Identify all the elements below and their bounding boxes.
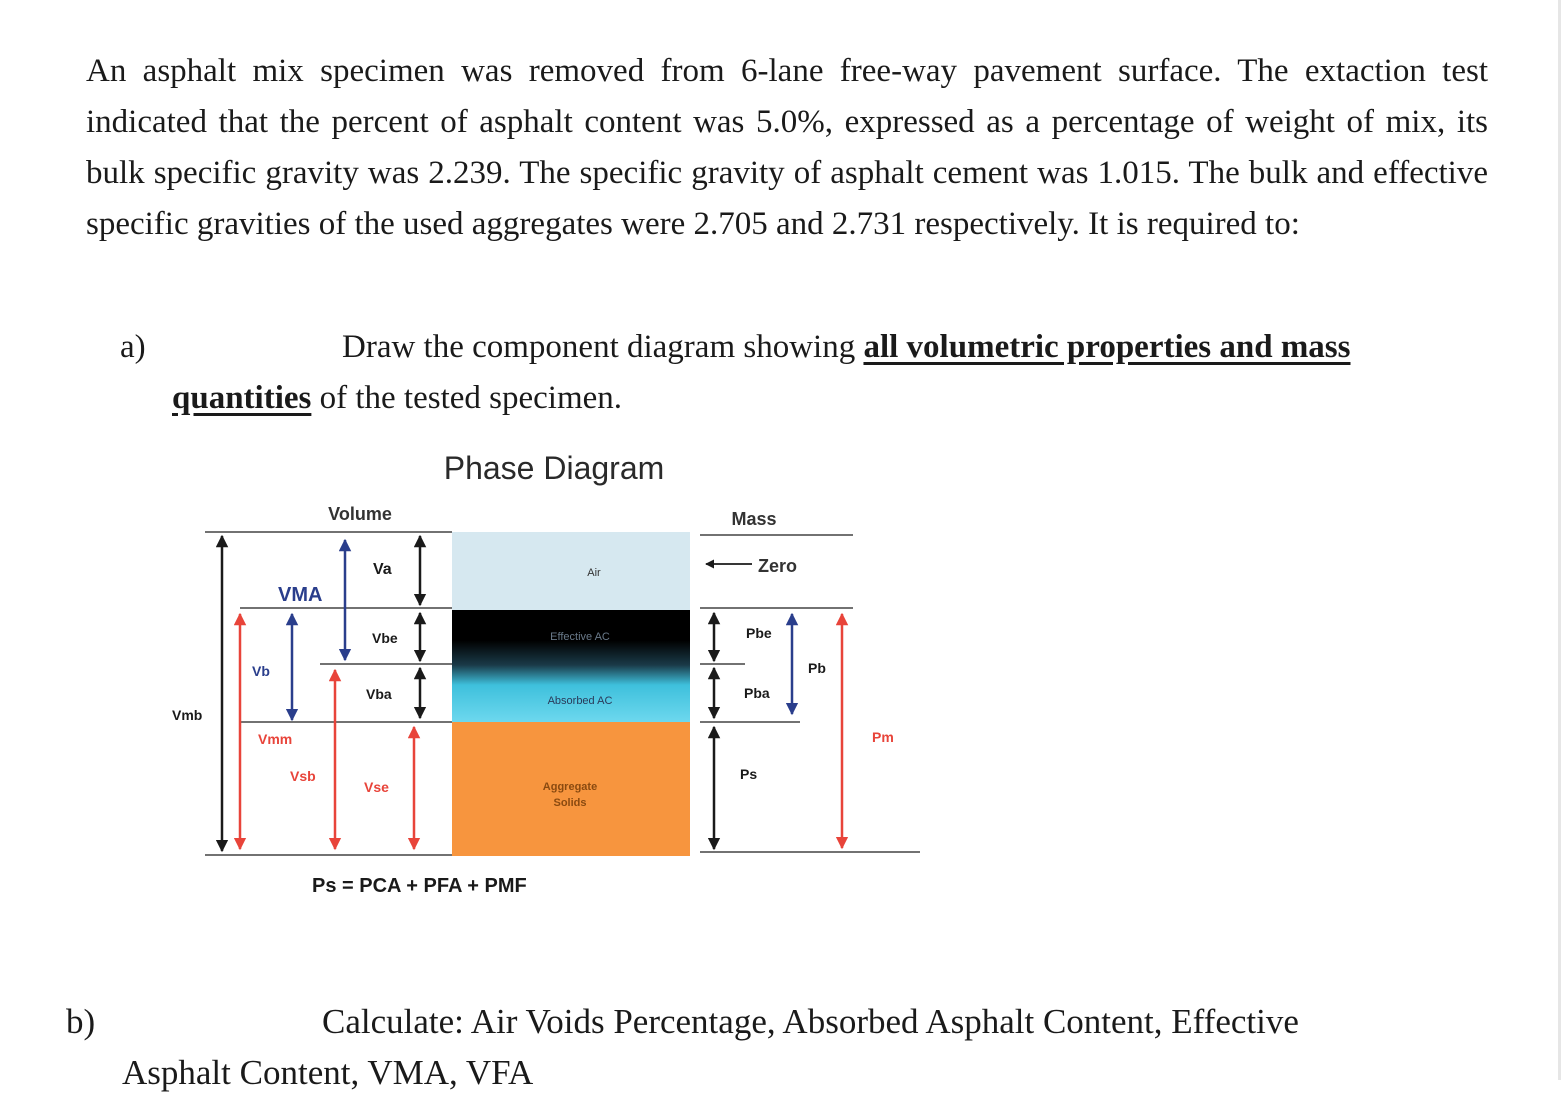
vmb-label: Vmb: [172, 707, 203, 723]
absorbed-asphalt-layer: [452, 665, 690, 722]
item-a-text-before: Draw the component diagram showing: [342, 329, 864, 365]
item-a-text-after: of the tested specimen.: [311, 380, 623, 416]
item-b-label: b): [66, 1002, 96, 1041]
vba-label: Vba: [366, 686, 392, 702]
aggregate-label-2: Solids: [553, 797, 587, 809]
item-a-label: a): [120, 329, 146, 365]
effective-ac-label: Effective AC: [550, 631, 610, 643]
absorbed-ac-label: Absorbed AC: [547, 695, 613, 707]
air-layer: [452, 532, 690, 610]
vmm-label: Vmm: [258, 731, 293, 747]
pbe-label: Pbe: [746, 625, 772, 641]
formula: Ps = PCA + PFA + PMF: [312, 875, 527, 897]
item-b-line2: Asphalt Content, VMA, VFA: [122, 1053, 534, 1092]
vma-label: VMA: [278, 584, 323, 606]
item-b-line1: Calculate: Air Voids Percentage, Absorbed Asphalt Content, Effective: [322, 1002, 1299, 1041]
air-label: Air: [587, 567, 601, 579]
vbe-label: Vbe: [372, 630, 398, 646]
va-label: Va: [373, 561, 392, 578]
mass-header: Mass: [731, 509, 777, 529]
item-a-emphasis-2: quantities: [172, 380, 312, 416]
pm-label: Pm: [872, 729, 894, 745]
item-a-emphasis-1: all volumetric properties and mass: [863, 329, 1351, 365]
diagram-title: Phase Diagram: [443, 450, 665, 486]
vsb-label: Vsb: [290, 768, 316, 784]
volume-header: Volume: [328, 504, 392, 524]
zero-label: Zero: [758, 556, 798, 576]
pb-label: Pb: [808, 660, 826, 676]
problem-statement: An asphalt mix specimen was removed from 6-lane free-way pavement surface. The extaction test indicated that the percent of asphalt content was 5.0%, expressed as a percentage of weight of mix, its bulk specific gravity was 2.239. The specific gravity of asphalt cement was 1.015. The bulk and effective specific gravities of the used aggregates were 2.705 and 2.731 respectively. It is required to:: [86, 53, 1488, 242]
vse-label: Vse: [364, 779, 389, 795]
aggregate-label-1: Aggregate: [542, 781, 598, 793]
ps-label: Ps: [740, 766, 758, 782]
vb-label: Vb: [252, 663, 270, 679]
pba-label: Pba: [744, 685, 770, 701]
